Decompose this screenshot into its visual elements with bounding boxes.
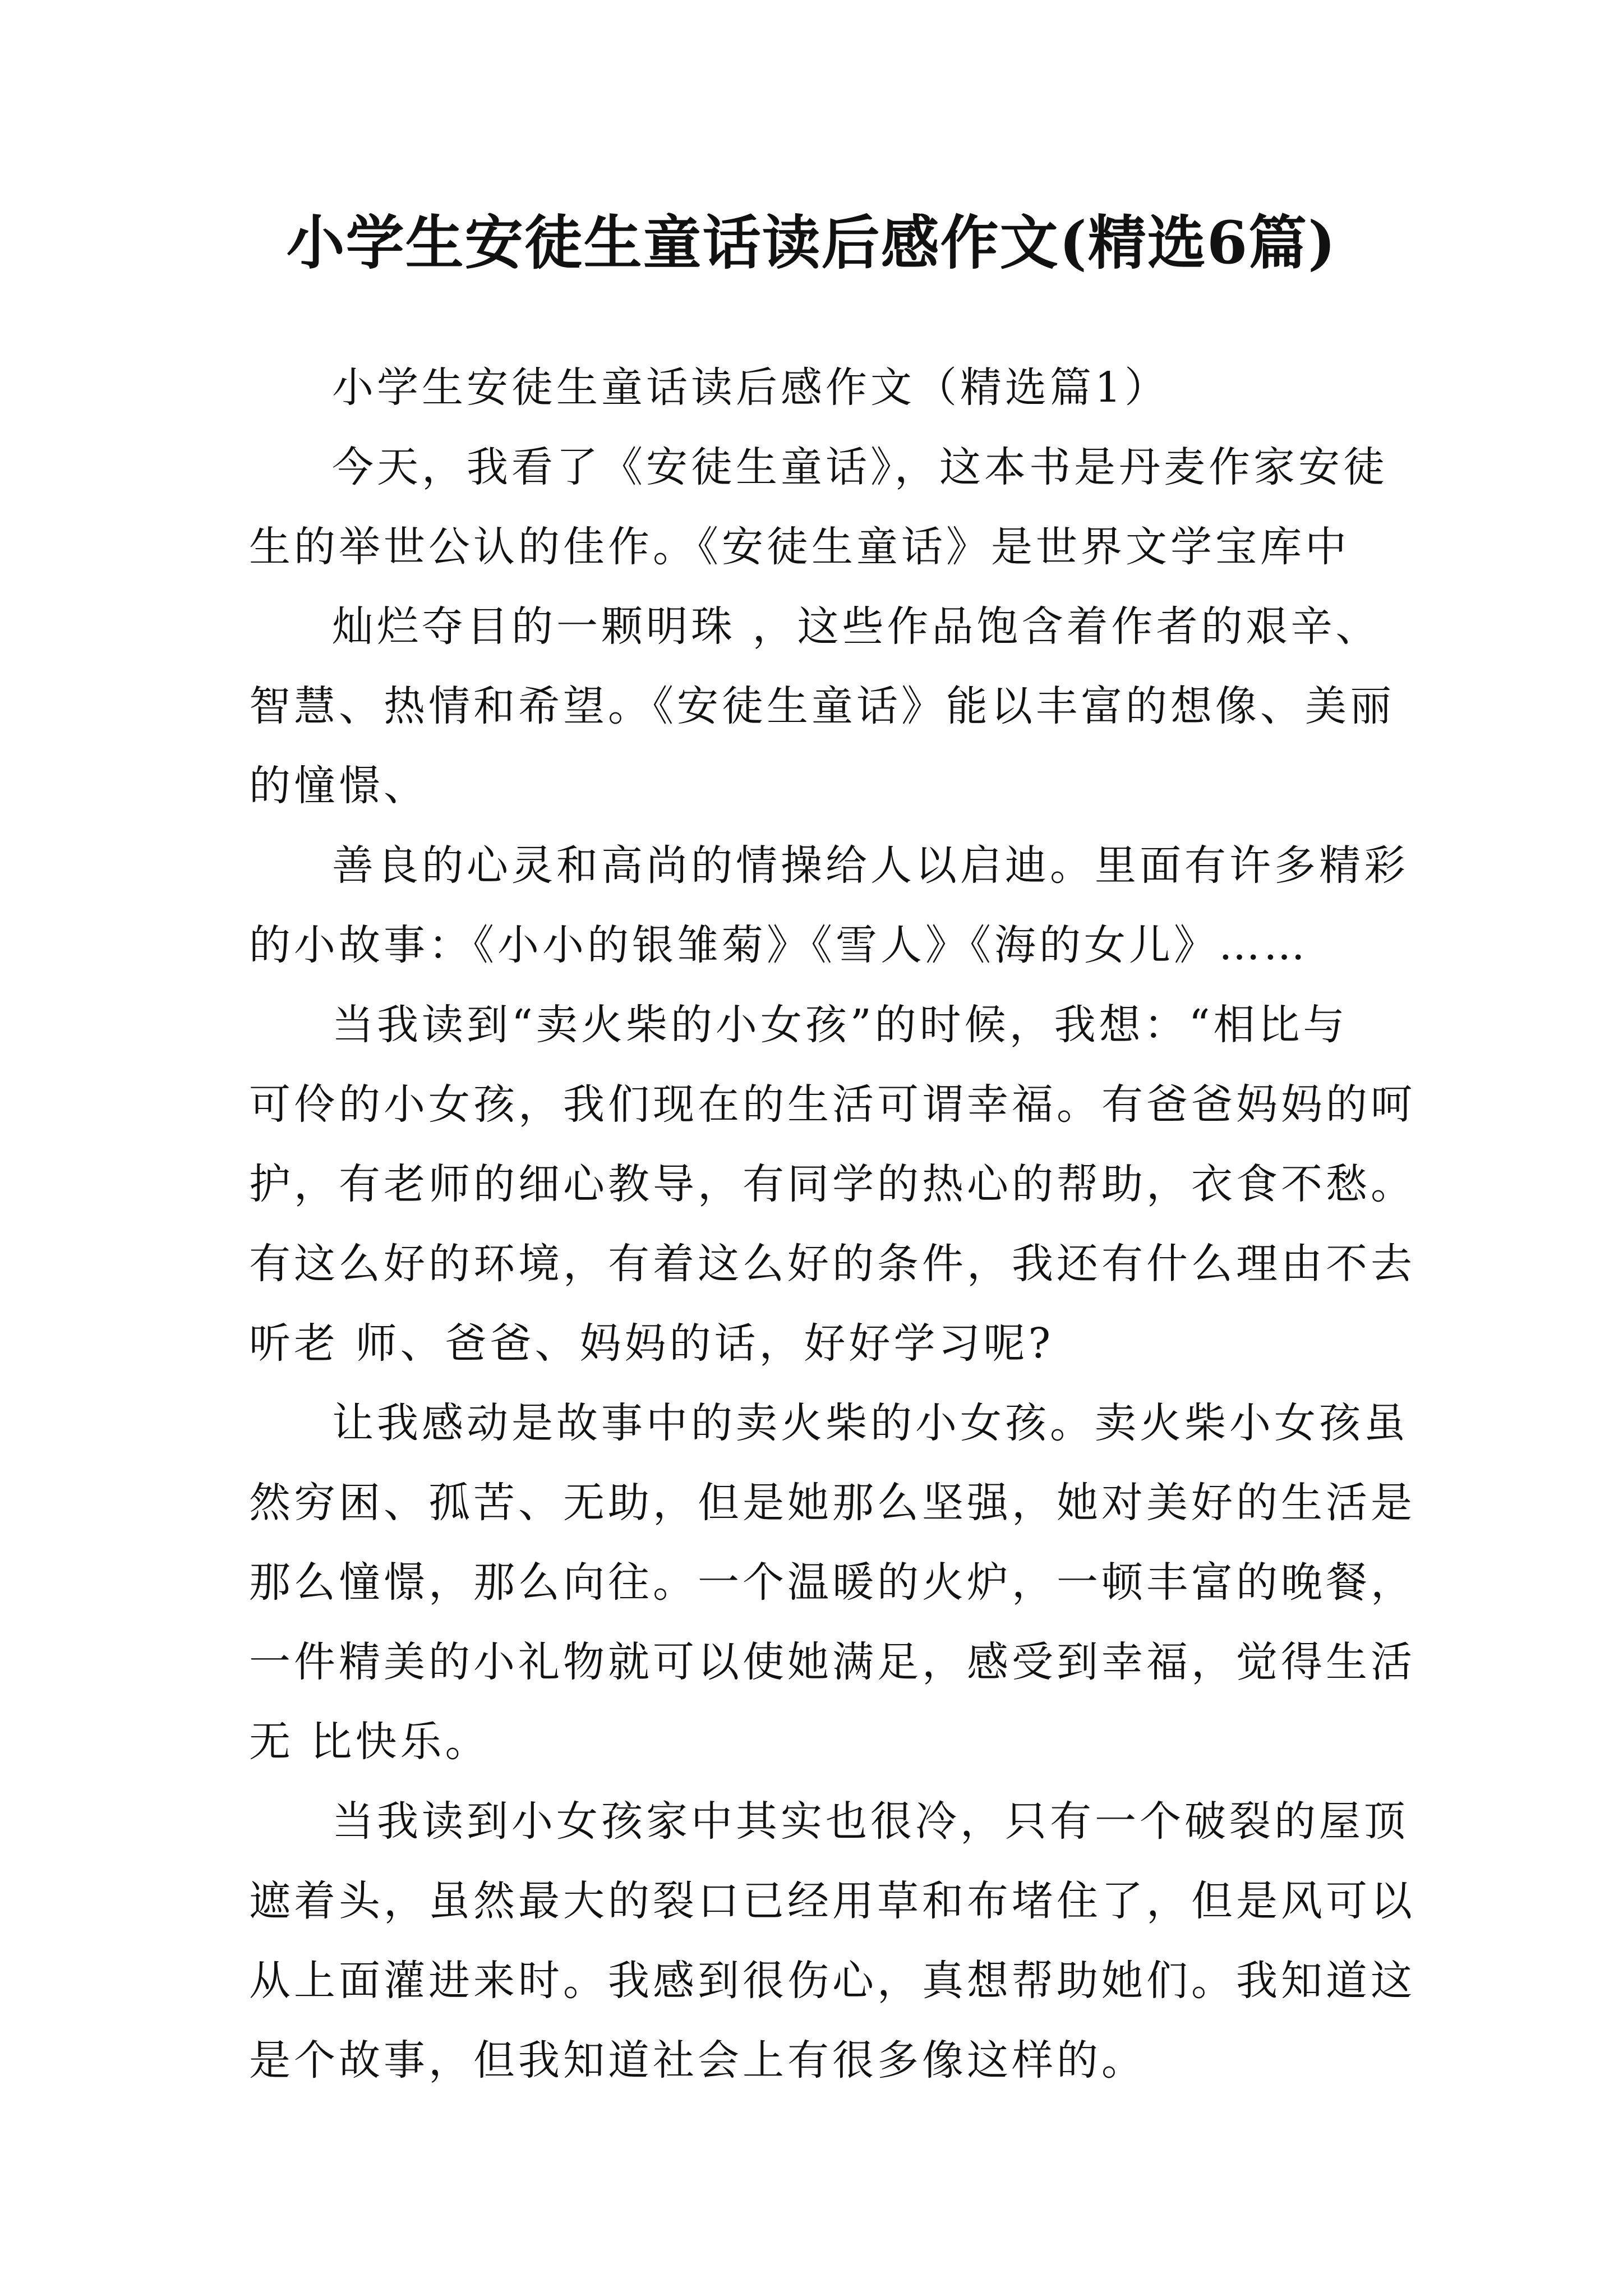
section-heading: 小学生安徒生童话读后感作文（精选篇1） <box>332 364 1170 412</box>
text-line: 当我读到小女孩家中其实也很冷，只有一个破裂的屋顶 <box>332 1797 1409 1846</box>
text-line: 是个故事，但我知道社会上有很多像这样的。 <box>249 2036 1146 2085</box>
text-line: 的憧憬、 <box>249 762 428 810</box>
text-line: 一件精美的小礼物就可以使她满足，感受到幸福，觉得生活 <box>249 1638 1415 1686</box>
text-line: 然穷困、孤苦、无助，但是她那么坚强，她对美好的生活是 <box>249 1479 1415 1527</box>
text-line: 从上面灌进来时。我感到很伤心，真想帮助她们。我知道这 <box>249 1957 1415 2005</box>
text-line: 让我感动是故事中的卖火柴的小女孩。卖火柴小女孩虽 <box>332 1399 1409 1447</box>
document-title: 小学生安徒生童话读后感作文(精选6篇) <box>286 208 1337 277</box>
text-line: 的小故事：《小小的银雏菊》《雪人》《海的女儿》…… <box>249 921 1308 969</box>
text-line: 无 比快乐。 <box>249 1718 490 1766</box>
text-line: 护，有老师的细心教导，有同学的热心的帮助，衣食不愁。 <box>249 1160 1415 1208</box>
text-line: 善良的心灵和高尚的情操给人以启迪。里面有许多精彩 <box>332 841 1409 890</box>
text-line: 智慧、热情和希望。《安徒生童话》能以丰富的想像、美丽 <box>249 682 1395 730</box>
document-body <box>249 348 1415 2100</box>
text-line: 听老 师、爸爸、妈妈的话，好好学习呢? <box>249 1319 1054 1368</box>
text-line: 遮着头，虽然最大的裂口已经用草和布堵住了，但是风可以 <box>249 1877 1415 1925</box>
text-line: 有这么好的环境，有着这么好的条件，我还有什么理由不去 <box>249 1240 1415 1288</box>
text-line: 今天，我看了《安徒生童话》，这本书是丹麦作家安徒 <box>332 443 1388 491</box>
text-line: 灿烂夺目的一颗明珠 ，这些作品饱含着作者的艰辛、 <box>332 602 1381 651</box>
text-line: 生的举世公认的佳作。《安徒生童话》是世界文学宝库中 <box>249 523 1350 571</box>
text-line: 当我读到“卖火柴的小女孩”的时候，我想：“相比与 <box>332 1001 1348 1049</box>
text-line: 那么憧憬，那么向往。一个温暖的火炉，一顿丰富的晚餐， <box>249 1558 1415 1607</box>
text-line: 可伶的小女孩，我们现在的生活可谓幸福。有爸爸妈妈的呵 <box>249 1080 1415 1129</box>
